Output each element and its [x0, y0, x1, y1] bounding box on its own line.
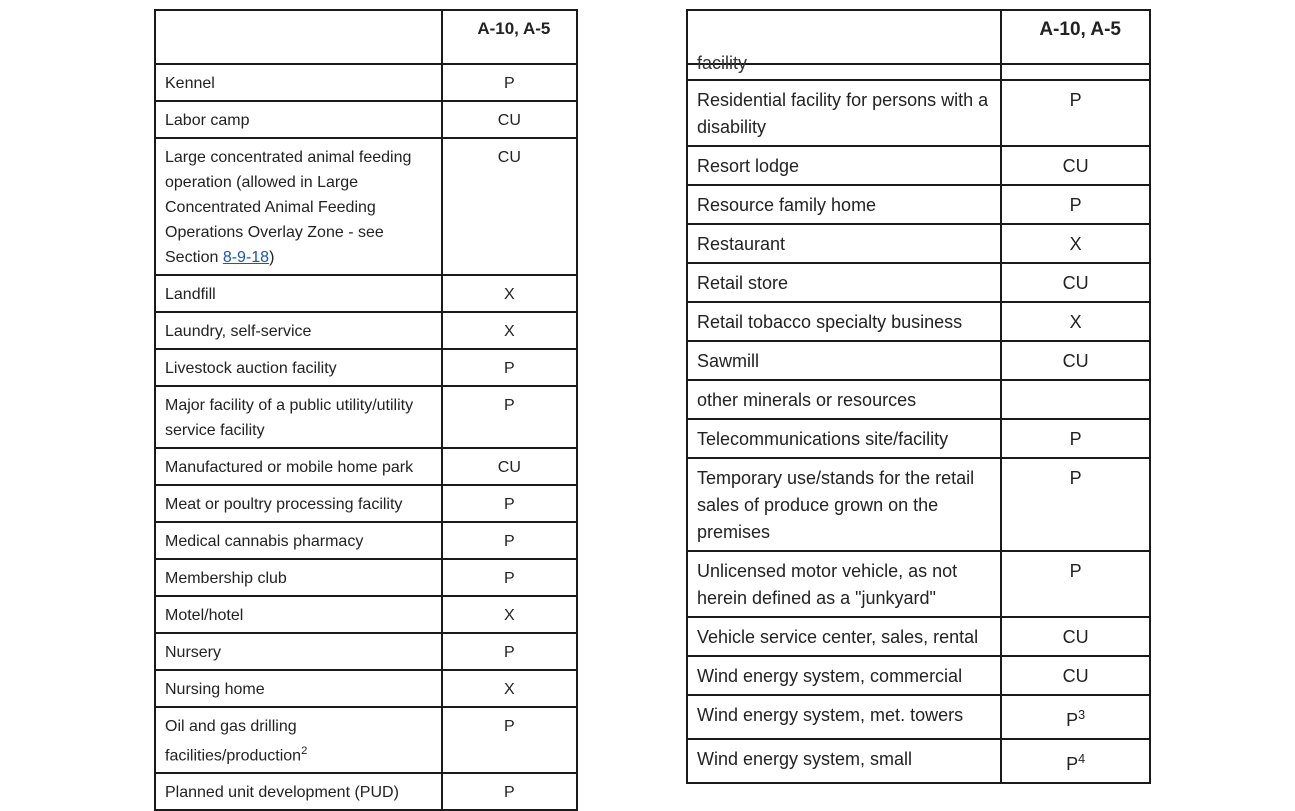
use-cell: Meat or poultry processing facility	[155, 485, 442, 522]
section-link[interactable]: 8-9-18	[222, 249, 270, 266]
table-row	[155, 101, 577, 138]
permission-cell: CU	[442, 138, 577, 275]
permission-value: P	[1066, 754, 1079, 774]
use-cell: other minerals or resources	[687, 380, 1001, 419]
permission-cell: X	[1001, 302, 1150, 341]
table-row	[687, 695, 1150, 739]
table-row	[155, 349, 577, 386]
permission-cell: CU	[1001, 341, 1150, 380]
use-cell: Residential facility for persons with a disability	[687, 80, 1001, 146]
permission-cell	[1001, 739, 1150, 783]
use-text-end: )	[269, 249, 275, 266]
table-row	[687, 341, 1150, 380]
header-use-cell	[155, 10, 442, 64]
header-zone-cell: A-10, A-5	[1001, 10, 1150, 64]
permission-cell: P	[442, 522, 577, 559]
permission-cell: CU	[1001, 146, 1150, 185]
table-row	[687, 739, 1150, 783]
use-cell: Resource family home	[687, 185, 1001, 224]
table-row	[687, 302, 1150, 341]
use-cell	[155, 707, 442, 773]
table-row	[155, 596, 577, 633]
permission-cell: P	[442, 485, 577, 522]
permission-cell: CU	[442, 101, 577, 138]
use-cell: Vehicle service center, sales, rental	[687, 617, 1001, 656]
permission-cell	[1001, 64, 1150, 80]
use-cell: Major facility of a public utility/utility service facility	[155, 386, 442, 448]
table-row	[687, 419, 1150, 458]
use-cell: Membership club	[155, 559, 442, 596]
permission-cell: X	[442, 312, 577, 349]
table-row	[155, 485, 577, 522]
permission-cell: P	[442, 386, 577, 448]
table-header-row	[687, 10, 1150, 64]
use-cell: Wind energy system, met. towers	[687, 695, 1001, 739]
table-row	[155, 275, 577, 312]
permission-cell: CU	[442, 448, 577, 485]
permission-cell: CU	[1001, 617, 1150, 656]
use-text: Large concentrated animal feeding operation (allowed in Large Concentrated Animal Feeding Operations Overlay Zone - see Section	[165, 149, 412, 266]
use-cell: Retail store	[687, 263, 1001, 302]
table-header-row	[155, 10, 577, 64]
permission-cell: P	[1001, 185, 1150, 224]
table-row	[155, 312, 577, 349]
use-cell: Resort lodge	[687, 146, 1001, 185]
permission-cell: CU	[1001, 263, 1150, 302]
permission-cell: P	[442, 707, 577, 773]
left-use-table	[154, 9, 578, 811]
permission-cell: X	[442, 275, 577, 312]
use-cell: Laundry, self-service	[155, 312, 442, 349]
permission-cell: X	[442, 596, 577, 633]
table-row	[155, 386, 577, 448]
use-cell: Kennel	[155, 64, 442, 101]
table-row	[687, 263, 1150, 302]
use-cell: Nursing home	[155, 670, 442, 707]
table-row	[687, 185, 1150, 224]
permission-value: P	[1066, 710, 1079, 730]
permission-cell: P	[442, 64, 577, 101]
permission-cell	[1001, 380, 1150, 419]
use-text: Oil and gas drilling facilities/production	[165, 718, 302, 765]
use-cell: Wind energy system, commercial	[687, 656, 1001, 695]
use-cell: Sawmill	[687, 341, 1001, 380]
table-row-cut	[687, 64, 1150, 80]
use-cell: Livestock auction facility	[155, 349, 442, 386]
use-cell: Planned unit development (PUD)	[155, 773, 442, 810]
table-row	[687, 617, 1150, 656]
use-cell: Temporary use/stands for the retail sales of produce grown on the premises	[687, 458, 1001, 551]
table-row	[687, 551, 1150, 617]
table-row	[687, 146, 1150, 185]
permission-cell	[1001, 695, 1150, 739]
permission-cell: P	[1001, 419, 1150, 458]
permission-cell: P	[442, 349, 577, 386]
table-row	[155, 448, 577, 485]
use-cell: Manufactured or mobile home park	[155, 448, 442, 485]
use-cell: Unlicensed motor vehicle, as not herein defined as a "junkyard"	[687, 551, 1001, 617]
use-cell: Retail tobacco specialty business	[687, 302, 1001, 341]
use-cell: Nursery	[155, 633, 442, 670]
header-zone-cell: A-10, A-5	[442, 10, 577, 64]
permission-cell: X	[442, 670, 577, 707]
right-use-table	[686, 9, 1151, 784]
use-cell: Wind energy system, small	[687, 739, 1001, 783]
footnote-marker: 3	[1078, 708, 1086, 722]
table-row	[687, 224, 1150, 263]
table-row	[687, 380, 1150, 419]
table-row	[155, 773, 577, 810]
permission-cell: P	[442, 633, 577, 670]
use-cell: Labor camp	[155, 101, 442, 138]
table-row	[155, 522, 577, 559]
footnote-marker: 2	[301, 745, 308, 757]
table-row	[155, 707, 577, 773]
table-row	[155, 138, 577, 275]
footnote-marker: 4	[1078, 752, 1086, 766]
use-cell: Telecommunications site/facility	[687, 419, 1001, 458]
table-row	[155, 670, 577, 707]
use-cell	[687, 53, 1001, 80]
permission-cell: P	[1001, 551, 1150, 617]
table-row	[687, 656, 1150, 695]
use-cell: Motel/hotel	[155, 596, 442, 633]
table-row	[687, 80, 1150, 146]
permission-cell: P	[442, 773, 577, 810]
table-row	[155, 633, 577, 670]
table-row	[155, 64, 577, 101]
use-cell: Medical cannabis pharmacy	[155, 522, 442, 559]
permission-cell: P	[442, 559, 577, 596]
permission-cell: P	[1001, 80, 1150, 146]
use-cell	[155, 138, 442, 275]
table-row	[155, 559, 577, 596]
permission-cell: CU	[1001, 656, 1150, 695]
table-row	[687, 458, 1150, 551]
use-cell: Landfill	[155, 275, 442, 312]
use-cell: Restaurant	[687, 224, 1001, 263]
permission-cell: P	[1001, 458, 1150, 551]
permission-cell: X	[1001, 224, 1150, 263]
cut-text: facility	[697, 53, 748, 73]
